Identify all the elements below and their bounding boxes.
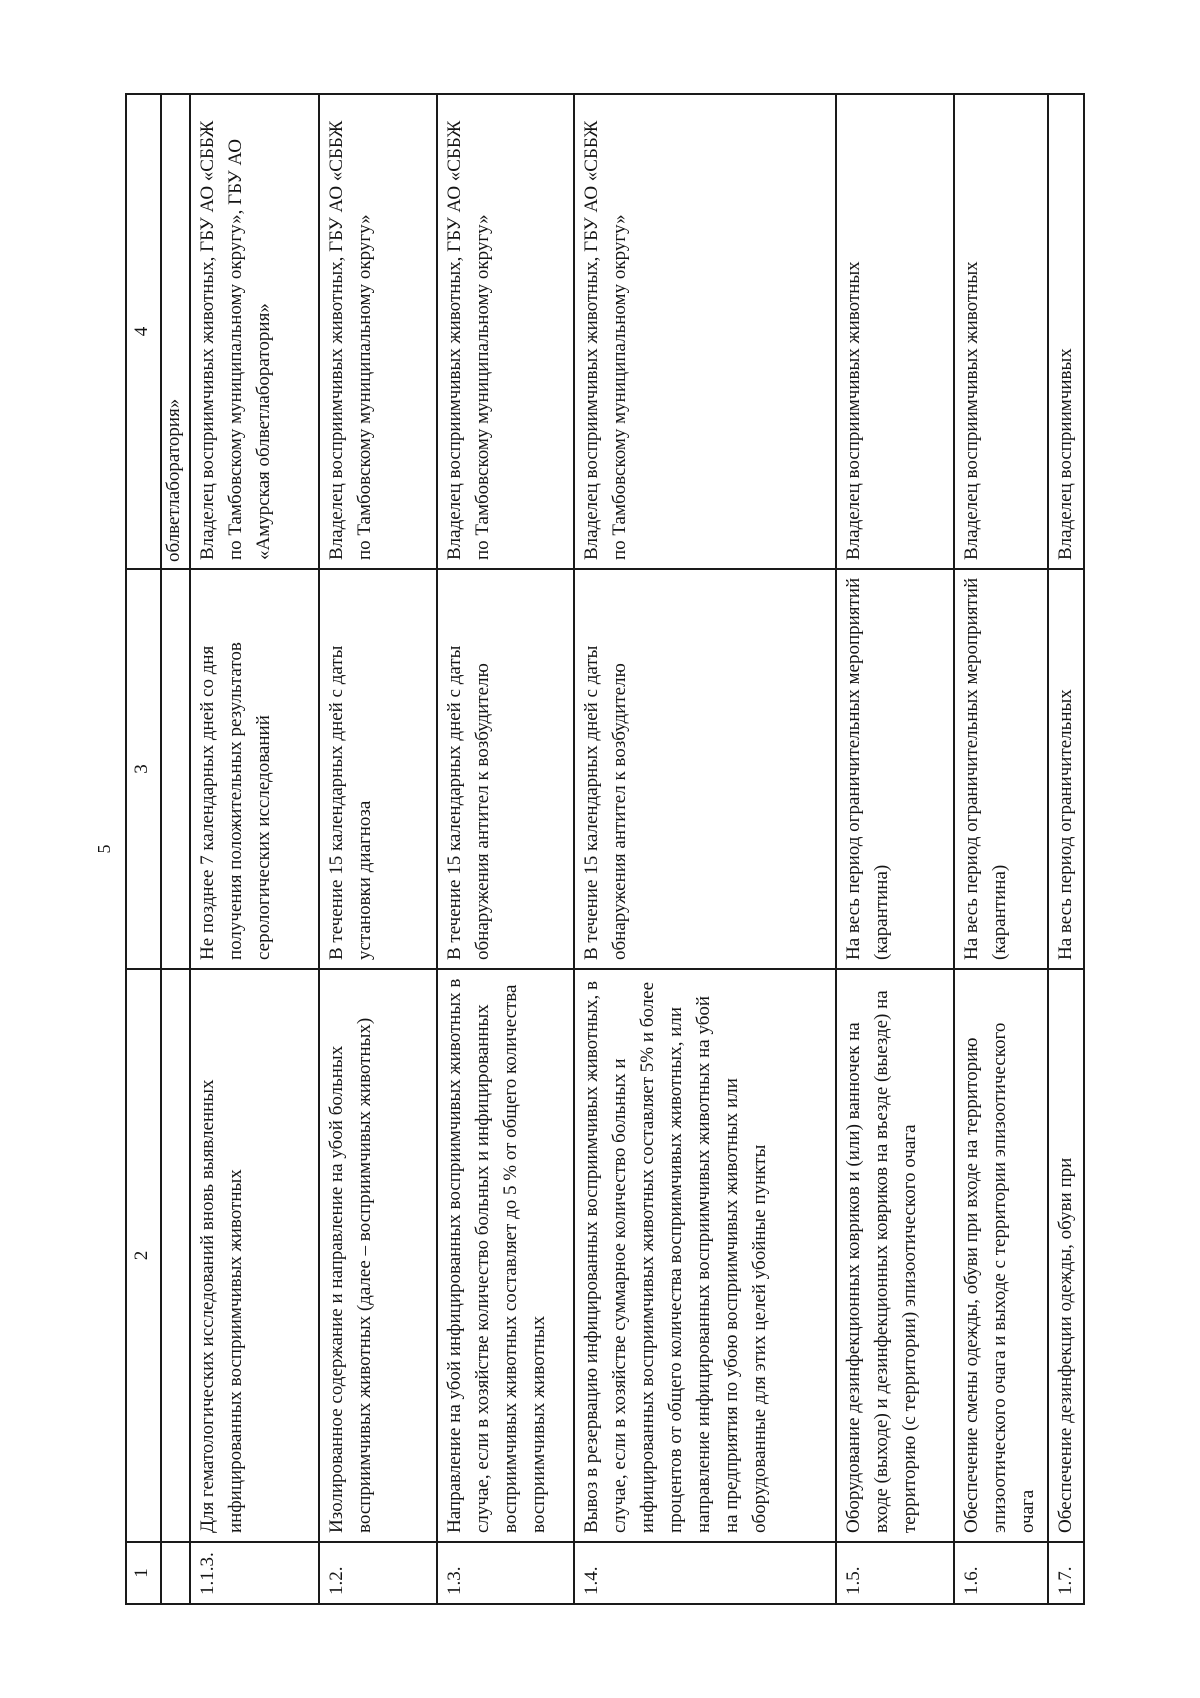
row-responsible: Владелец восприимчивых животных, ГБУ АО «СББЖ по Тамбовскому муниципальному округу»: [574, 94, 836, 569]
rotated-document-sheet: [125, 95, 1085, 1605]
table-row: [1048, 94, 1084, 1604]
row-action: Оборудование дезинфекционных ковриков и (или) ванночек на входе (выходе) и дезинфекционных ковриков на въезде (выезде) на территорию (с территории) эпизоотического очага: [836, 969, 954, 1542]
row-action: Направление на убой инфицированных восприимчивых животных в случае, если в хозяйстве количество больных и инфицированных восприимчивых животных составляет до 5 % от общего количества восприимчивых животных: [437, 969, 574, 1542]
row-number: 1.7.: [1048, 1542, 1084, 1604]
row-number: 1.2.: [319, 1542, 437, 1604]
row-number: 1.1.3.: [190, 1542, 320, 1604]
row-timing: Не позднее 7 календарных дней со дня получения положительных результатов серологических исследований: [190, 569, 320, 969]
row-action: Вывоз в резервацию инфицированных восприимчивых животных, в случае, если в хозяйстве суммарное количество больных и инфицированных восприимчивых животных составляет 5% и более процентов от общего количества восприимчивых животных, или направление инфицированных восприимчивых животных на убой на предприятия по убою восприимчивых животных или оборудованные для этих целей убойные пункты: [574, 969, 836, 1542]
table-row: [836, 94, 954, 1604]
continuation-row: [161, 94, 190, 1604]
row-action: Обеспечение дезинфекции одежды, обуви при: [1048, 969, 1084, 1542]
row-responsible: Владелец восприимчивых животных, ГБУ АО «СББЖ по Тамбовскому муниципальному округу»: [319, 94, 437, 569]
row-timing: В течение 15 календарных дней с даты обнаружения антител к возбудителю: [437, 569, 574, 969]
table-row: [190, 94, 320, 1604]
row-responsible: Владелец восприимчивых: [1048, 94, 1084, 569]
row-timing: На весь период ограничительных: [1048, 569, 1084, 969]
column-header: 4: [126, 94, 161, 569]
table-row: [574, 94, 836, 1604]
row-responsible: Владелец восприимчивых животных: [836, 94, 954, 569]
row-responsible: Владелец восприимчивых животных, ГБУ АО «СББЖ по Тамбовскому муниципальному округу», ГБУ АО «Амурская облветлаборатория»: [190, 94, 320, 569]
row-timing: На весь период ограничительных мероприятий (карантина): [954, 569, 1048, 969]
row-responsible: Владелец восприимчивых животных, ГБУ АО «СББЖ по Тамбовскому муниципальному округу»: [437, 94, 574, 569]
measures-table: [125, 93, 1085, 1605]
row-responsible: Владелец восприимчивых животных: [954, 94, 1048, 569]
table-cell: [161, 969, 190, 1542]
table-row: [319, 94, 437, 1604]
row-timing: В течение 15 календарных дней с даты установки диагноза: [319, 569, 437, 969]
page-number: 5: [94, 844, 114, 854]
column-header: 3: [126, 569, 161, 969]
row-number: 1.5.: [836, 1542, 954, 1604]
column-header: 2: [126, 969, 161, 1542]
row-timing: На весь период ограничительных мероприятий (карантина): [836, 569, 954, 969]
row-timing: В течение 15 календарных дней с даты обнаружения антител к возбудителю: [574, 569, 836, 969]
column-header: 1: [126, 1542, 161, 1604]
row-action: Для гематологических исследований вновь выявленных инфицированных восприимчивых животных: [190, 969, 320, 1542]
row-action: Изолированное содержание и направление на убой больных восприимчивых животных (далее – восприимчивых животных): [319, 969, 437, 1542]
row-number: 1.3.: [437, 1542, 574, 1604]
table-cell: [161, 569, 190, 969]
table-row: [437, 94, 574, 1604]
table-header-row: [126, 94, 161, 1604]
row-number: 1.6.: [954, 1542, 1048, 1604]
row-action: Обеспечение смены одежды, обуви при входе на территорию эпизоотического очага и выходе с территории эпизоотического очага: [954, 969, 1048, 1542]
table-row: [954, 94, 1048, 1604]
table-cell: [161, 1542, 190, 1604]
row-number: 1.4.: [574, 1542, 836, 1604]
continuation-cell: облветлаборатория»: [161, 94, 190, 569]
